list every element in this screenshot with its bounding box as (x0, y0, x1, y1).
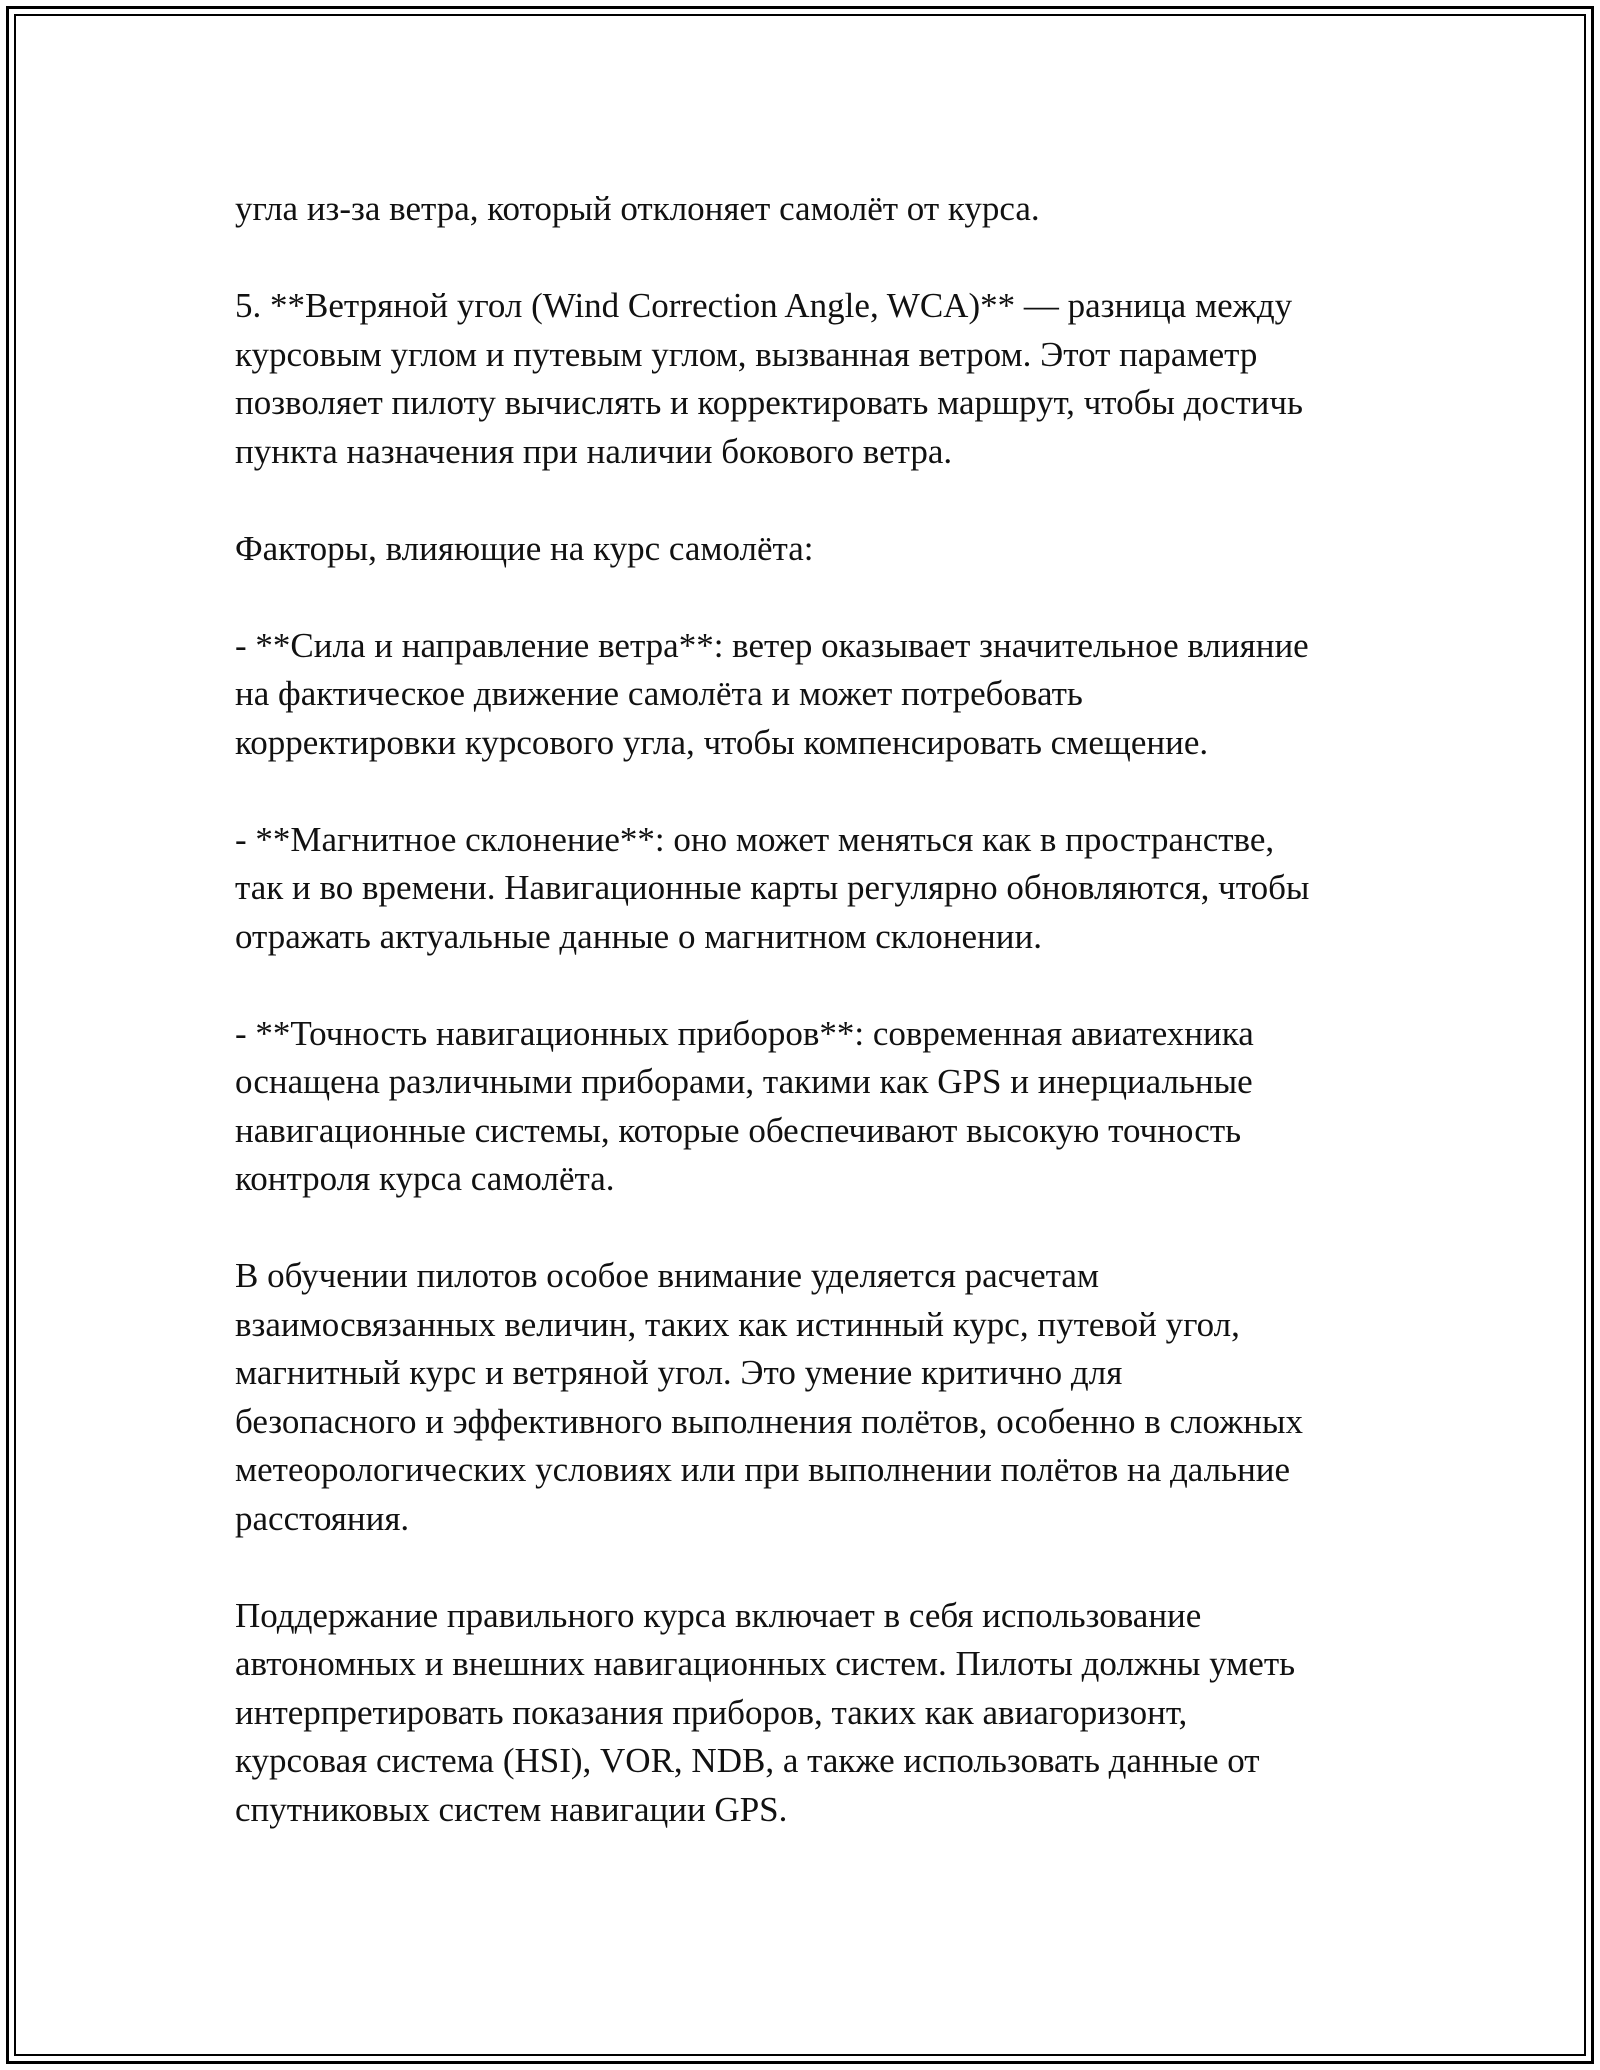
paragraph-instrument-accuracy: - **Точность навигационных приборов**: современная авиатехника оснащена различными приборами, такими как GPS и инерциальные навигационные системы, которые обеспечивают высокую точность контроля курса самолёта. (235, 1013, 1254, 1198)
paragraph-continuation: угла из-за ветра, который отклоняет самолёт от курса. (235, 189, 1040, 228)
paragraph-wind-correction-angle: 5. **Ветряной угол (Wind Correction Angle, WCA)** — разница между курсовым углом и путевым углом, вызванная ветром. Этот параметр позволяет пилоту вычислять и корректировать маршрут, чтобы достичь пункта назначения при наличии бокового ветра. (235, 286, 1303, 471)
paragraph-factors-heading: Факторы, влияющие на курс самолёта: (235, 528, 814, 568)
paragraph-wind-strength: - **Сила и направление ветра**: ветер оказывает значительное влияние на фактическое движение самолёта и может потребовать корректировки курсового угла, чтобы компенсировать смещение. (235, 625, 1309, 762)
paragraph-magnetic-declination: - **Магнитное склонение**: оно может меняться как в пространстве, так и во времени. Навигационные карты регулярно обновляются, чтобы отражать актуальные данные о магнитном склонении. (235, 819, 1310, 956)
paragraph-pilot-training: В обучении пилотов особое внимание уделяется расчетам взаимосвязанных величин, таких как истинный курс, путевой угол, магнитный курс и ветряной угол. Это умение критично для безопасного и эффективного выполнения полётов, особенно в сложных метеорологических условиях или при выполнении полётов на дальние расстояния. (235, 1256, 1304, 1538)
document-body (235, 185, 1375, 1883)
paragraph-course-maintenance: Поддержание правильного курса включает в себя использование автономных и внешних навигационных систем. Пилоты должны уметь интерпретировать показания приборов, таких как авиагоризонт, курсовая система (HSI), VOR, NDB, а также использовать данные от спутниковых систем навигации GPS. (235, 1595, 1296, 1829)
